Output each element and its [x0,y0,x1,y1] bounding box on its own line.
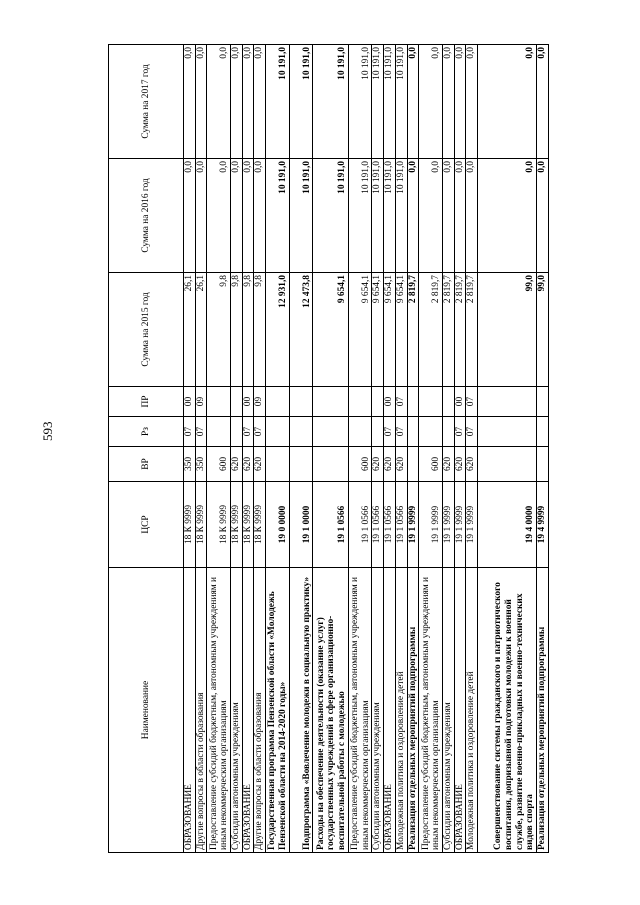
cell-s2016: 0,0 [466,159,478,273]
table-row [466,45,478,853]
cell-vr [289,447,313,482]
cell-vr [266,447,290,482]
cell-s2015: 2 819,7 [466,273,478,387]
cell-s2017: 0,0 [207,45,231,159]
cell-s2015: 2 819,7 [407,273,419,387]
cell-vr: 600 [207,447,231,482]
cell-s2017: 0,0 [537,45,549,159]
cell-csr: 19 1 0566 [313,482,349,568]
cell-s2016: 0,0 [478,159,537,273]
cell-rz: 07 [254,417,266,447]
cell-pr: 09 [195,387,207,417]
header-sum-2017: Сумма на 2017 год [109,45,184,159]
cell-s2017: 0,0 [407,45,419,159]
table-row [348,45,372,853]
cell-s2016: 0,0 [231,159,243,273]
cell-csr: 19 1 0566 [395,482,407,568]
cell-s2015: 9 654,1 [395,273,407,387]
cell-s2017: 10 191,0 [313,45,349,159]
cell-vr: 350 [184,447,196,482]
table-row [254,45,266,853]
header-sum-2015: Сумма на 2015 год [109,273,184,387]
cell-csr: 18 К 9999 [195,482,207,568]
cell-s2017: 10 191,0 [395,45,407,159]
table-row [478,45,537,853]
cell-s2017: 10 191,0 [266,45,290,159]
cell-csr: 19 1 9999 [442,482,454,568]
header-rz: Рз [109,417,184,447]
table-row [395,45,407,853]
cell-pr [407,387,419,417]
cell-s2016: 10 191,0 [289,159,313,273]
cell-name: Субсидии автономным учреждениям [442,568,454,853]
table-row [242,45,254,853]
cell-name: Предоставление субсидий бюджетным, автономным учреждениям и иным некоммерческим организациям [348,568,372,853]
table-row [372,45,384,853]
cell-csr: 19 1 9999 [454,482,466,568]
cell-s2015: 26,1 [195,273,207,387]
cell-pr [348,387,372,417]
cell-rz: 07 [195,417,207,447]
cell-csr: 19 1 0566 [372,482,384,568]
cell-csr: 18 К 9999 [231,482,243,568]
cell-rz [419,417,443,447]
cell-s2015: 12 931,0 [266,273,290,387]
cell-name: Молодежная политика и оздоровление детей [395,568,407,853]
cell-s2015: 9,8 [231,273,243,387]
cell-pr [419,387,443,417]
cell-rz [313,417,349,447]
cell-name: Предоставление субсидий бюджетным, автономным учреждениям и иным некоммерческим организациям [207,568,231,853]
cell-s2017: 0,0 [195,45,207,159]
cell-pr: 00 [242,387,254,417]
table-row [207,45,231,853]
cell-name: ОБРАЗОВАНИЕ [384,568,396,853]
cell-csr: 18 К 9999 [184,482,196,568]
cell-s2016: 0,0 [454,159,466,273]
cell-name: ОБРАЗОВАНИЕ [454,568,466,853]
cell-s2015: 9 654,1 [384,273,396,387]
cell-vr: 620 [454,447,466,482]
cell-s2015: 9 654,1 [372,273,384,387]
cell-vr: 620 [384,447,396,482]
cell-s2015: 9,8 [207,273,231,387]
cell-csr: 19 1 9999 [419,482,443,568]
cell-rz: 07 [384,417,396,447]
cell-s2017: 0,0 [419,45,443,159]
header-sum-2016: Сумма на 2016 год [109,159,184,273]
cell-name: ОБРАЗОВАНИЕ [242,568,254,853]
cell-rz: 07 [184,417,196,447]
cell-s2017: 0,0 [242,45,254,159]
cell-rz [348,417,372,447]
cell-vr [478,447,537,482]
cell-s2015: 12 473,8 [289,273,313,387]
cell-s2017: 0,0 [231,45,243,159]
cell-pr [442,387,454,417]
cell-s2017: 0,0 [442,45,454,159]
cell-csr: 19 1 9999 [466,482,478,568]
table-body [184,45,549,853]
cell-name: Подпрограмма «Вовлечение молодежи в социальную практику» [289,568,313,853]
cell-vr: 600 [348,447,372,482]
table-row [384,45,396,853]
cell-pr [231,387,243,417]
table-row [442,45,454,853]
cell-name: Расходы на обеспечение деятельности (оказание услуг) государственных учреждений в сфере организационно-воспитательной работы с молодежью [313,568,349,853]
cell-s2016: 0,0 [195,159,207,273]
budget-table-rotated [108,45,594,853]
cell-rz [478,417,537,447]
cell-rz: 07 [466,417,478,447]
cell-s2016: 0,0 [242,159,254,273]
cell-s2017: 0,0 [254,45,266,159]
cell-s2016: 0,0 [207,159,231,273]
table-row [266,45,290,853]
cell-vr: 350 [195,447,207,482]
header-vr: ВР [109,447,184,482]
cell-s2016: 0,0 [442,159,454,273]
cell-pr: 00 [184,387,196,417]
cell-csr: 18 К 9999 [254,482,266,568]
table-row [454,45,466,853]
cell-s2016: 0,0 [537,159,549,273]
cell-vr [407,447,419,482]
cell-vr: 600 [419,447,443,482]
cell-s2015: 9 654,1 [348,273,372,387]
cell-s2016: 0,0 [184,159,196,273]
header-pr: ПР [109,387,184,417]
cell-vr [313,447,349,482]
cell-s2015: 9,8 [242,273,254,387]
cell-name: Государственная программа Пензенской области «Молодежь Пензенской области на 2014-2020 годы» [266,568,290,853]
cell-s2016: 0,0 [419,159,443,273]
cell-s2015: 9 654,1 [313,273,349,387]
cell-s2017: 0,0 [184,45,196,159]
cell-s2015: 2 819,7 [419,273,443,387]
cell-name: Совершенствование системы гражданского и патриотического воспитания, допризывной подготовки молодежи к военной службе, развитие военно-прикладных и военно-технических видов спорта [478,568,537,853]
cell-rz [537,417,549,447]
cell-pr [313,387,349,417]
cell-s2015: 2 819,7 [442,273,454,387]
cell-s2017: 10 191,0 [289,45,313,159]
cell-name: Предоставление субсидий бюджетным, автономным учреждениям и иным некоммерческим организациям [419,568,443,853]
cell-pr [266,387,290,417]
cell-s2016: 0,0 [407,159,419,273]
cell-name: ОБРАЗОВАНИЕ [184,568,196,853]
table-row [195,45,207,853]
cell-s2016: 10 191,0 [313,159,349,273]
cell-vr: 620 [254,447,266,482]
cell-s2015: 2 819,7 [454,273,466,387]
cell-rz [207,417,231,447]
header-name: Наименование [109,568,184,853]
cell-s2015: 99,0 [537,273,549,387]
cell-vr [537,447,549,482]
cell-s2017: 10 191,0 [384,45,396,159]
cell-s2015: 9,8 [254,273,266,387]
cell-pr: 00 [454,387,466,417]
page-number: 593 [40,421,55,441]
cell-csr: 19 1 0566 [348,482,372,568]
table-row [289,45,313,853]
cell-csr: 19 1 0000 [289,482,313,568]
cell-s2015: 26,1 [184,273,196,387]
cell-pr: 09 [254,387,266,417]
cell-csr: 19 1 0566 [384,482,396,568]
cell-name: Другие вопросы в области образования [195,568,207,853]
cell-rz: 07 [395,417,407,447]
table-row [407,45,419,853]
cell-pr [207,387,231,417]
cell-s2016: 10 191,0 [395,159,407,273]
cell-pr: 00 [384,387,396,417]
cell-pr [478,387,537,417]
table-row [419,45,443,853]
cell-vr: 620 [395,447,407,482]
cell-name: Молодежная политика и оздоровление детей [466,568,478,853]
table-row [231,45,243,853]
cell-rz [266,417,290,447]
table-row [537,45,549,853]
table-header-row [109,45,184,853]
cell-vr: 620 [442,447,454,482]
cell-pr [372,387,384,417]
budget-table [108,44,549,853]
cell-vr: 620 [242,447,254,482]
cell-vr: 620 [231,447,243,482]
cell-s2016: 10 191,0 [266,159,290,273]
cell-csr: 19 4 9999 [537,482,549,568]
cell-s2017: 0,0 [454,45,466,159]
table-row [313,45,349,853]
cell-s2015: 99,0 [478,273,537,387]
cell-rz [407,417,419,447]
cell-s2016: 10 191,0 [348,159,372,273]
cell-pr: 07 [466,387,478,417]
cell-s2017: 0,0 [478,45,537,159]
cell-s2017: 0,0 [466,45,478,159]
table-row [184,45,196,853]
cell-name: Субсидии автономным учреждениям [372,568,384,853]
cell-csr: 18 К 9999 [207,482,231,568]
cell-rz [289,417,313,447]
cell-name: Реализация отдельных мероприятий подпрограммы [407,568,419,853]
cell-vr: 620 [372,447,384,482]
cell-vr: 620 [466,447,478,482]
cell-pr [537,387,549,417]
cell-rz: 07 [242,417,254,447]
cell-s2016: 10 191,0 [384,159,396,273]
cell-csr: 19 1 9999 [407,482,419,568]
cell-s2017: 10 191,0 [372,45,384,159]
cell-name: Другие вопросы в области образования [254,568,266,853]
cell-rz [442,417,454,447]
cell-csr: 19 0 0000 [266,482,290,568]
cell-csr: 19 4 0000 [478,482,537,568]
cell-pr: 07 [395,387,407,417]
cell-rz [372,417,384,447]
cell-s2016: 0,0 [254,159,266,273]
cell-name: Реализация отдельных мероприятий подпрограммы [537,568,549,853]
cell-s2016: 10 191,0 [372,159,384,273]
cell-pr [289,387,313,417]
header-csr: ЦСР [109,482,184,568]
cell-csr: 18 К 9999 [242,482,254,568]
cell-name: Субсидии автономным учреждениям [231,568,243,853]
cell-s2017: 10 191,0 [348,45,372,159]
cell-rz [231,417,243,447]
cell-rz: 07 [454,417,466,447]
